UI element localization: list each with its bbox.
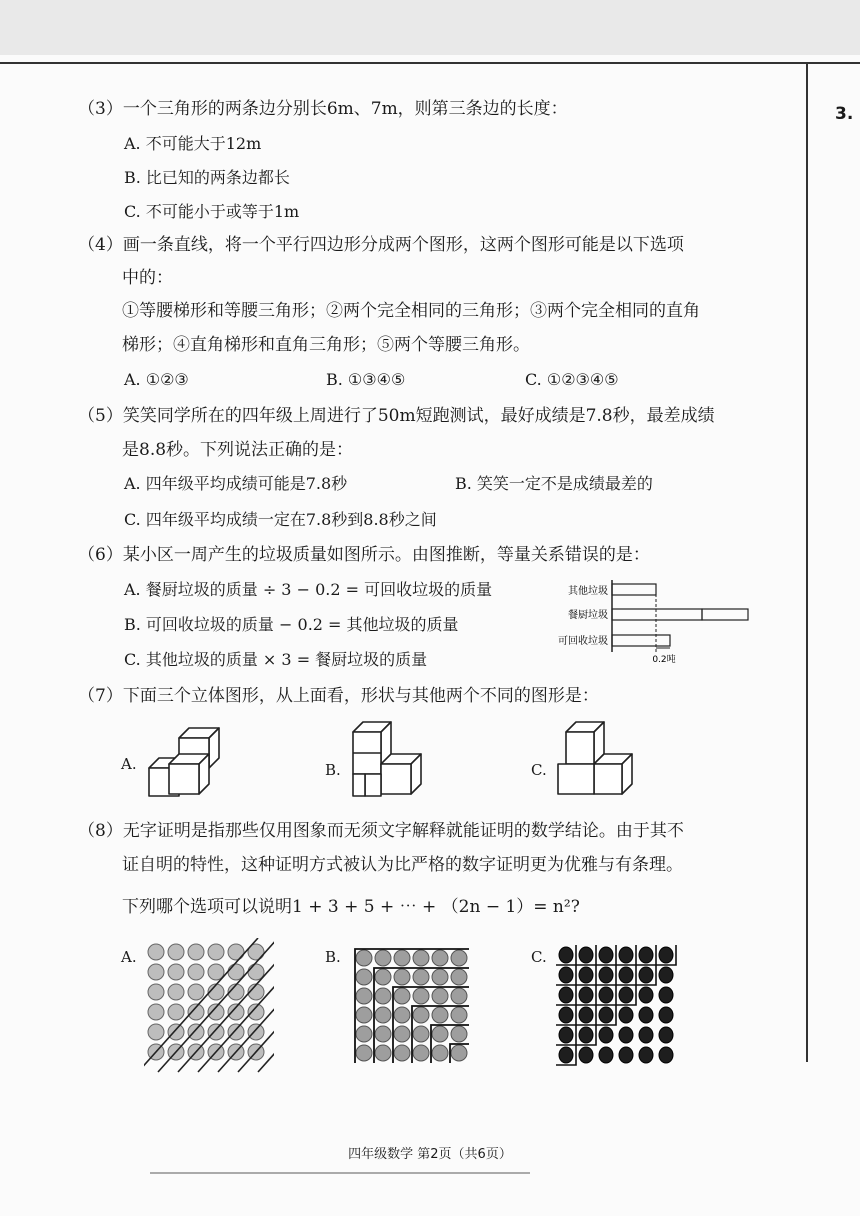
grid-b-dot bbox=[394, 988, 410, 1004]
grid-c-dot bbox=[579, 947, 593, 963]
page-footer: 四年级数学 第2页（共6页） bbox=[348, 1147, 512, 1162]
garbage-bar-chart bbox=[540, 578, 760, 668]
question-8-stem-line1: （8）无字证明是指那些仅用图象而无须文字解释就能证明的数学结论。由于其不 bbox=[78, 821, 684, 841]
question-5-option-b: B. 笑笑一定不是成绩最差的 bbox=[455, 474, 653, 493]
grid-c-dot bbox=[619, 987, 633, 1003]
column-divider bbox=[806, 62, 808, 1062]
grid-a-dot bbox=[148, 1024, 164, 1040]
question-6-option-b: B. 可回收垃圾的质量 − 0.2 = 其他垃圾的质量 bbox=[124, 615, 459, 634]
question-6-stem: （6）某小区一周产生的垃圾质量如图所示。由图推断，等量关系错误的是： bbox=[78, 545, 650, 565]
question-5-option-a: A. 四年级平均成绩可能是7.8秒 bbox=[124, 474, 348, 493]
grid-c-dot bbox=[559, 987, 573, 1003]
footer-rule bbox=[150, 1172, 530, 1174]
grid-c-dot bbox=[639, 1007, 653, 1023]
grid-a-dot bbox=[168, 984, 184, 1000]
grid-a-dot bbox=[188, 944, 204, 960]
grid-b-dot bbox=[394, 1007, 410, 1023]
grid-b-dot bbox=[451, 969, 467, 985]
grid-b-dot bbox=[375, 1026, 391, 1042]
question-8-option-a-label: A. bbox=[121, 948, 137, 966]
cube-figure-a bbox=[145, 720, 225, 800]
grid-b-dot bbox=[356, 950, 372, 966]
question-8-option-c-label: C. bbox=[531, 948, 547, 966]
grid-c-dot bbox=[599, 1007, 613, 1023]
question-4-option-a: A. ①②③ bbox=[124, 370, 189, 389]
grid-c-dot bbox=[599, 1047, 613, 1063]
question-7-option-a-label: A. bbox=[121, 755, 137, 773]
grid-b-dot bbox=[451, 988, 467, 1004]
grid-c-dot bbox=[659, 967, 673, 983]
grid-b-dot bbox=[356, 969, 372, 985]
grid-b-dot bbox=[432, 988, 448, 1004]
grid-c-dot bbox=[559, 1007, 573, 1023]
grid-b-dot bbox=[413, 988, 429, 1004]
grid-b-dot bbox=[451, 1026, 467, 1042]
chart-annotation: 0.2吨 bbox=[652, 655, 676, 665]
question-4-stem-line1: （4）画一条直线，将一个平行四边形分成两个图形，这两个图形可能是以下选项 bbox=[78, 235, 684, 255]
grid-c-dot bbox=[559, 947, 573, 963]
grid-c-dot bbox=[599, 967, 613, 983]
grid-b-dot bbox=[356, 1045, 372, 1061]
question-4-option-b: B. ①③④⑤ bbox=[326, 370, 406, 389]
grid-c-dot bbox=[619, 947, 633, 963]
cube-figure-c bbox=[552, 720, 637, 800]
grid-a-dot bbox=[148, 984, 164, 1000]
grid-a-dot bbox=[148, 944, 164, 960]
grid-b-dot bbox=[432, 950, 448, 966]
bar-recyclable bbox=[612, 635, 670, 646]
grid-c-dot bbox=[659, 1027, 673, 1043]
question-7-option-c-label: C. bbox=[531, 761, 547, 779]
next-column-marker: 3. bbox=[835, 104, 854, 124]
grid-c-dot bbox=[639, 967, 653, 983]
chart-category-recyclable: 可回收垃圾 bbox=[558, 636, 608, 647]
grid-b-dot bbox=[451, 1007, 467, 1023]
grid-c-dot bbox=[659, 1007, 673, 1023]
grid-c-dot bbox=[559, 967, 573, 983]
grid-a-dot bbox=[168, 1004, 184, 1020]
chart-category-kitchen: 餐厨垃圾 bbox=[568, 610, 608, 621]
question-4-stem-line3: ①等腰梯形和等腰三角形；②两个完全相同的三角形；③两个完全相同的直角 bbox=[122, 301, 700, 321]
grid-b-dot bbox=[375, 1045, 391, 1061]
grid-c-dot bbox=[659, 947, 673, 963]
chart-category-other: 其他垃圾 bbox=[568, 586, 608, 597]
question-4-stem-line2: 中的： bbox=[122, 268, 173, 288]
question-8-option-b-label: B. bbox=[325, 948, 341, 966]
grid-b-dot bbox=[413, 950, 429, 966]
grid-c-dot bbox=[579, 987, 593, 1003]
grid-a-dot bbox=[208, 944, 224, 960]
grid-b-dot bbox=[375, 969, 391, 985]
grid-c-dot bbox=[579, 1007, 593, 1023]
grid-b-dot bbox=[413, 1007, 429, 1023]
top-border bbox=[0, 62, 860, 64]
grid-c-dot bbox=[659, 987, 673, 1003]
grid-c-dot bbox=[619, 1047, 633, 1063]
grid-c-dot bbox=[559, 1047, 573, 1063]
grid-c-dot bbox=[599, 1027, 613, 1043]
grid-a-dot bbox=[228, 1024, 244, 1040]
bar-other bbox=[612, 584, 656, 595]
grid-c-dot bbox=[599, 947, 613, 963]
grid-b-dot bbox=[375, 950, 391, 966]
grid-a-diagonal-line bbox=[218, 938, 274, 1072]
grid-b-dot bbox=[451, 950, 467, 966]
question-3-stem: （3）一个三角形的两条边分别长6m、7m，则第三条边的长度： bbox=[78, 99, 568, 119]
grid-b-dot bbox=[375, 988, 391, 1004]
grid-b-dot bbox=[375, 1007, 391, 1023]
grid-a-dot bbox=[188, 964, 204, 980]
question-6-option-c: C. 其他垃圾的质量 × 3 = 餐厨垃圾的质量 bbox=[124, 650, 428, 669]
question-5-stem-line2: 是8.8秒。下列说法正确的是： bbox=[122, 440, 354, 460]
grid-c-dot bbox=[599, 987, 613, 1003]
question-3-option-a: A. 不可能大于12m bbox=[124, 134, 262, 153]
question-7-stem: （7）下面三个立体图形，从上面看，形状与其他两个不同的图形是： bbox=[78, 686, 599, 706]
grid-a-dot bbox=[188, 1024, 204, 1040]
grid-b-dot bbox=[413, 969, 429, 985]
grid-a-dot bbox=[168, 964, 184, 980]
grid-b-dot bbox=[432, 1026, 448, 1042]
question-3-option-c: C. 不可能小于或等于1m bbox=[124, 202, 300, 221]
grid-a-dot bbox=[248, 1024, 264, 1040]
question-5-option-c: C. 四年级平均成绩一定在7.8秒到8.8秒之间 bbox=[124, 510, 437, 529]
grid-b-dot bbox=[451, 1045, 467, 1061]
grid-c-dot bbox=[639, 1047, 653, 1063]
question-8-stem-line3: 下列哪个选项可以说明1 + 3 + 5 + ⋯ + （2n − 1）= n²? bbox=[122, 897, 580, 917]
grid-b-dot bbox=[394, 1026, 410, 1042]
grid-c-dot bbox=[579, 1027, 593, 1043]
grid-c-dot bbox=[579, 967, 593, 983]
grid-c-dot bbox=[619, 1027, 633, 1043]
grid-a-dot bbox=[228, 944, 244, 960]
grid-a-dot bbox=[148, 1004, 164, 1020]
grid-c-dot bbox=[619, 967, 633, 983]
grid-b-dot bbox=[356, 988, 372, 1004]
grid-b-dot bbox=[432, 969, 448, 985]
grid-c-dot bbox=[579, 1047, 593, 1063]
question-4-stem-line4: 梯形；④直角梯形和直角三角形；⑤两个等腰三角形。 bbox=[122, 335, 530, 355]
grid-c-dot bbox=[639, 1027, 653, 1043]
bar-kitchen-part2 bbox=[702, 609, 748, 620]
grid-b-dot bbox=[356, 1026, 372, 1042]
grid-b-dot bbox=[394, 1045, 410, 1061]
dot-grid-figure-c bbox=[556, 945, 696, 1073]
grid-b-dot bbox=[432, 1045, 448, 1061]
dot-grid-figure-b bbox=[352, 948, 472, 1080]
grid-c-dot bbox=[619, 1007, 633, 1023]
grid-b-dot bbox=[394, 950, 410, 966]
grid-b-dot bbox=[356, 1007, 372, 1023]
question-8-stem-line2: 证自明的特性，这种证明方式被认为比严格的数字证明更为优雅与有条理。 bbox=[122, 855, 683, 875]
grid-a-dot bbox=[208, 1024, 224, 1040]
grid-b-dot bbox=[413, 1045, 429, 1061]
bar-kitchen-part1 bbox=[612, 609, 702, 620]
grid-c-dot bbox=[639, 947, 653, 963]
question-6-option-a: A. 餐厨垃圾的质量 ÷ 3 − 0.2 = 可回收垃圾的质量 bbox=[124, 580, 493, 599]
question-5-stem-line1: （5）笑笑同学所在的四年级上周进行了50m短跑测试，最好成绩是7.8秒，最差成绩 bbox=[78, 406, 715, 426]
grid-b-dot bbox=[394, 969, 410, 985]
cube-figure-b bbox=[345, 720, 430, 800]
grid-c-dot bbox=[559, 1027, 573, 1043]
grid-c-dot bbox=[639, 987, 653, 1003]
grid-c-dot bbox=[659, 1047, 673, 1063]
question-7-option-b-label: B. bbox=[325, 761, 341, 779]
grid-a-dot bbox=[148, 964, 164, 980]
question-3-option-b: B. 比已知的两条边都长 bbox=[124, 168, 290, 187]
grid-b-dot bbox=[432, 1007, 448, 1023]
grid-a-dot bbox=[168, 944, 184, 960]
grid-a-dot bbox=[188, 984, 204, 1000]
question-4-option-c: C. ①②③④⑤ bbox=[525, 370, 619, 389]
grid-b-dot bbox=[413, 1026, 429, 1042]
grid-a-dot bbox=[168, 1024, 184, 1040]
dot-grid-figure-a bbox=[144, 938, 274, 1078]
